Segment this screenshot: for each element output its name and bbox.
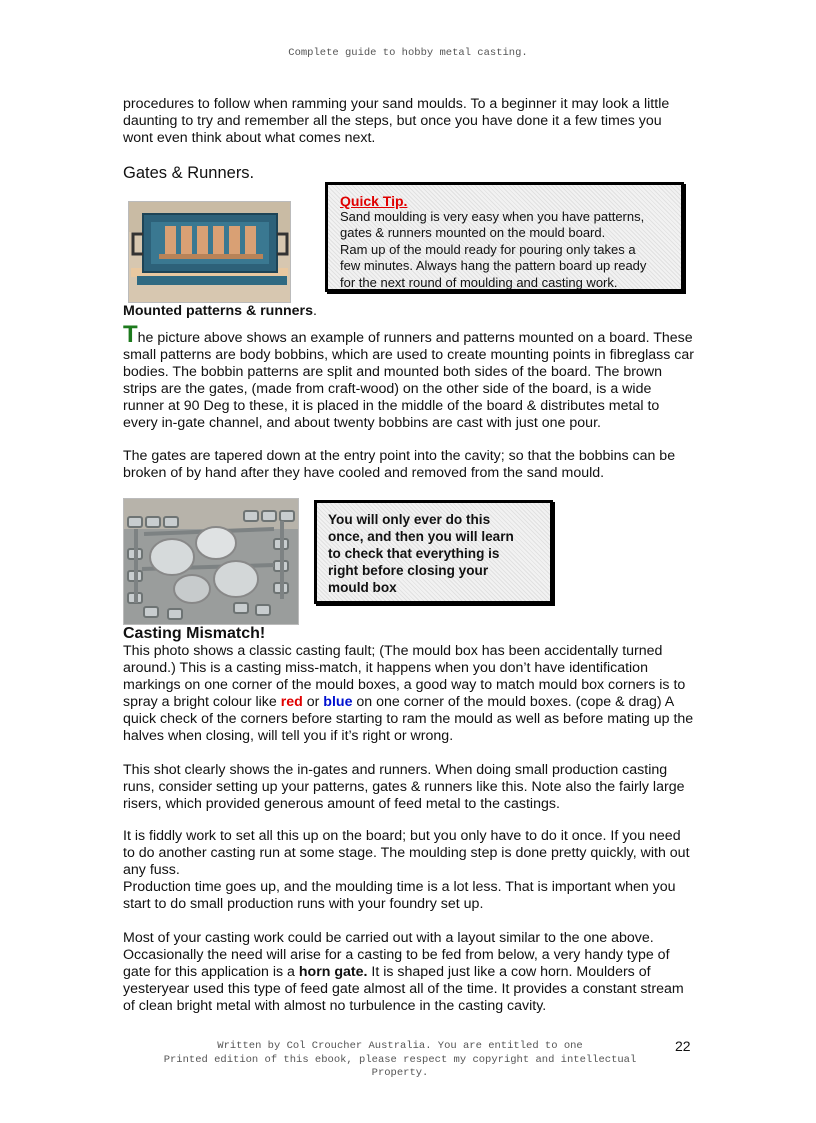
mismatch-paragraph-1 (123, 643, 695, 745)
horn-gate-text: Most of your casting work could be carried out with a layout similar to the one above. Occasionally the need will arise for a casting to be fed from below, a very handy type of gate for this application is a (123, 930, 670, 980)
quick-tip-line: Sand moulding is very easy when you have patterns, (340, 209, 645, 224)
pattern-board-photo (128, 201, 291, 303)
callout-line: to check that everything is (328, 546, 500, 561)
mounted-paragraph-1-text: he picture above shows an example of runners and patterns mounted on a board. These small patterns are body bobbins, which are used to create mounting points in fibreglass car bodies. The bobbin patterns are split and mounted both sides of the board. The brown strips are the gates, (made from craft-wood) on the other side of the board, is a wide runner at 90 Deg to these, it is placed in the middle of the board & distributes metal to every in-gate channel, and about twenty bobbins are cast with just one pour. (123, 330, 694, 431)
horn-gate-rest: It is shaped just like a cow horn. Moulders of yesteryear used this type of feed gate almost all of the time. It provides a constant stream of clean bright metal with almost no turbulence in the casting cavity. (123, 964, 684, 1014)
mismatch-paragraph-2: This shot clearly shows the in-gates and runners. When doing small production casting runs, consider setting up your patterns, gates & runners like this. Note also the fairly large risers, which provided generous amount of feed metal to the castings. (123, 762, 685, 812)
casting-mismatch-illustration (124, 499, 298, 624)
mismatch-callout-box (314, 500, 553, 604)
pattern-board-illustration (129, 202, 290, 302)
horn-gate-paragraph (123, 930, 695, 1015)
intro-paragraph: procedures to follow when ramming your sand moulds. To a beginner it may look a little daunting to try and remember all the steps, but once you have done it a few times you wont even think about what comes next. (123, 96, 670, 146)
quick-tip-line: for the next round of moulding and casting work. (340, 274, 618, 290)
red-highlight: red (280, 694, 303, 710)
callout-line: right before closing your (328, 563, 489, 578)
mismatch-paragraph-3: It is fiddly work to set all this up on the board; but you only have to do it once. If you need to do another casting run at some stage. The moulding step is done pretty quickly, with out any fuss. (123, 828, 690, 878)
callout-line: once, and then you will learn (328, 529, 514, 544)
mounted-caption-text: Mounted patterns & runners (123, 303, 313, 319)
horn-gate-term: horn gate. (298, 964, 368, 980)
mounted-paragraph-1 (123, 321, 695, 432)
quick-tip-line: Ram up of the mould ready for pouring only takes a (340, 241, 636, 257)
mismatch-p1-rest: on one corner of the mould boxes. (cope & drag) A quick check of the corners before starting to ram the mould as well as before mating up the halves when closing, will tell you if it’s right or wrong. (123, 694, 694, 744)
page-header: Complete guide to hobby metal casting. (288, 47, 528, 59)
mismatch-paragraph-4: Production time goes up, and the moulding time is a lot less. That is important when you start to do small production runs with your foundry set up. (123, 879, 676, 912)
drop-cap: T (123, 321, 138, 348)
callout-line: You will only ever do this (328, 512, 491, 527)
quick-tip-box (325, 182, 684, 292)
mounted-paragraph-2: The gates are tapered down at the entry point into the cavity; so that the bobbins can be broken of by hand after they have cooled and removed from the sand mould. (123, 448, 676, 481)
quick-tip-line: few minutes. Always hang the pattern board up ready (340, 258, 647, 274)
blue-highlight: blue (323, 694, 353, 710)
mounted-caption (123, 303, 317, 319)
quick-tip-title: Quick Tip. (340, 193, 408, 209)
footer-line: Written by Col Croucher Australia. You are entitled to one (217, 1040, 583, 1052)
page-number: 22 (675, 1038, 691, 1054)
callout-line: mould box (328, 580, 397, 595)
mounted-caption-punct: . (312, 303, 317, 319)
gates-runners-heading: Gates & Runners. (123, 164, 255, 182)
page-footer (140, 1040, 660, 1081)
mismatch-p1-or: or (302, 694, 324, 710)
casting-mismatch-heading: Casting Mismatch! (123, 625, 266, 642)
casting-mismatch-photo (123, 498, 299, 625)
footer-line: Property. (371, 1067, 429, 1079)
footer-line: Printed edition of this ebook, please respect my copyright and intellectual (163, 1053, 637, 1066)
mismatch-p1-text: This photo shows a classic casting fault; (The mould box has been accidentally turned around.) This is a casting miss-match, it happens when you don’t have identification markings on one corner of the mould boxes, a good way to match mould box corners is to spray a bright colour like (123, 643, 686, 710)
quick-tip-line: gates & runners mounted on the mould board. (340, 225, 606, 241)
